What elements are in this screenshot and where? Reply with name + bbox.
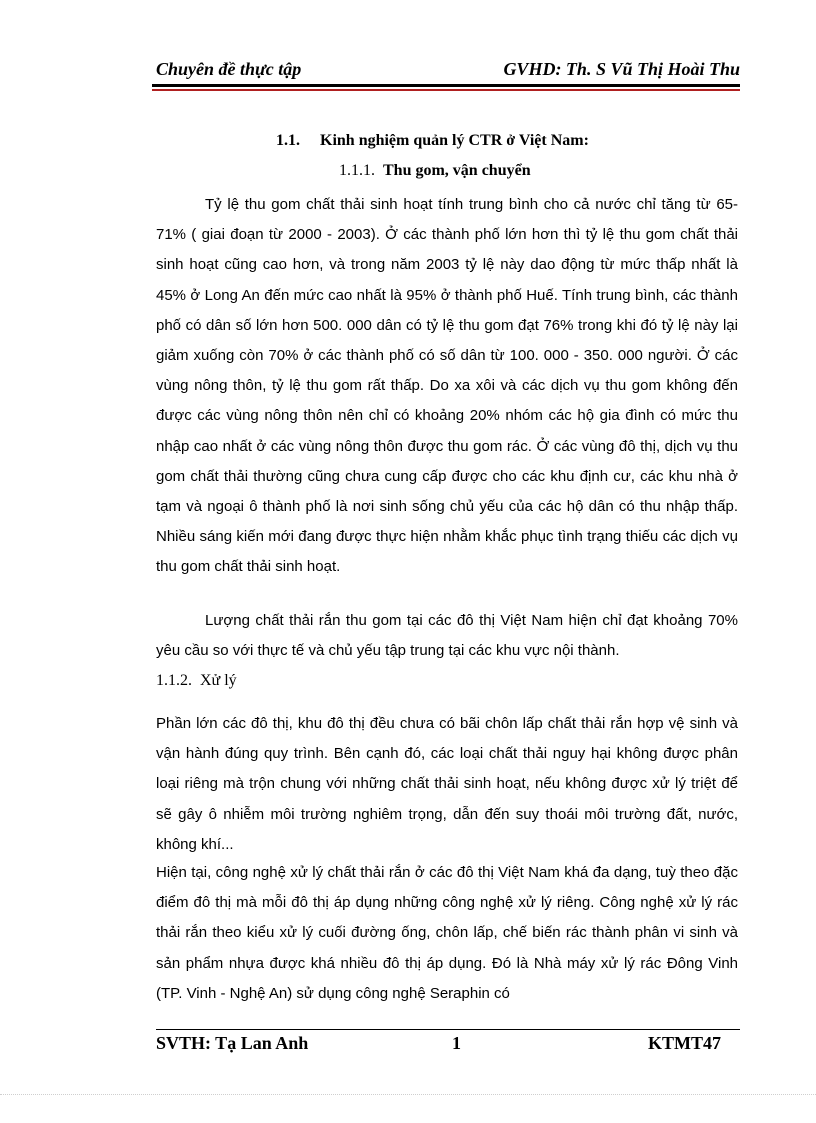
paragraph-urban-volume: Lượng chất thải rắn thu gom tại các đô thị Việt Nam hiện chỉ đạt khoảng 70% yêu cầu so với thực tế và chủ yếu tập trung tại các khu vực nội thành. <box>156 612 738 660</box>
subsection-number-2: 1.1.2. <box>156 672 192 689</box>
page-header <box>156 56 740 86</box>
header-advisor: GVHD: Th. S Vũ Thị Hoài Thu <box>503 59 740 79</box>
subsection-number-1: 1.1.1. <box>339 162 375 179</box>
header-topic: Chuyên đề thực tập <box>156 59 302 79</box>
footer-student: SVTH: Tạ Lan Anh <box>156 1033 309 1053</box>
section-number: 1.1. <box>276 132 300 149</box>
header-rule-accent <box>152 89 740 91</box>
section-heading <box>276 131 589 151</box>
subsection-heading-1 <box>339 161 531 181</box>
page-edge-line <box>0 1094 816 1095</box>
paragraph-landfill: Phần lớn các đô thị, khu đô thị đều chưa có bãi chôn lấp chất thải rắn hợp vệ sinh và vận hành đúng quy trình. Bên cạnh đó, các loại chất thải nguy hại không được phân loại riêng mà trộn chung với những chất thải sinh hoạt, nếu không được xử lý triệt để sẽ gây ô nhiễm môi trường nghiêm trọng, dẫn đến suy thoái môi trường đất, nước, không khí... <box>156 715 738 853</box>
subsection-title-1: Thu gom, vận chuyển <box>383 162 531 179</box>
paragraph-collection-rate: Tỷ lệ thu gom chất thải sinh hoạt tính trung bình cho cả nước chỉ tăng từ 65-71% ( giai đoạn từ 2000 - 2003). Ở các thành phố lớn hơn thì tỷ lệ thu gom chất thải sinh hoạt cũng cao hơn, và trong năm 2003 tỷ lệ này dao động từ mức thấp nhất là 45% ở Long An đến mức cao nhất là 95% ở thành phố Huế. Tính trung bình, các thành phố có dân số lớn hơn 500. 000 dân có tỷ lệ thu gom đạt 76% trong khi đó tỷ lệ này lại giảm xuống còn 70% ở các thành phố có số dân từ 100. 000 - 350. 000 người. Ở các vùng nông thôn, tỷ lệ thu gom rất thấp. Do xa xôi và các dịch vụ thu gom không đến được các vùng nông thôn nên chỉ có khoảng 20% nhóm các hộ gia đình có mức thu nhập cao nhất ở các vùng nông thôn được thu gom rác. Ở các vùng đô thị, dịch vụ thu gom chất thải thường cũng chưa cung cấp được cho các khu định cư, các khu nhà ở tạm và ngoại ô thành phố là nơi sinh sống chủ yếu của các hộ dân có thu nhập thấp. Nhiều sáng kiến mới đang được thực hiện nhằm khắc phục tình trạng thiếu các dịch vụ thu gom chất thải sinh hoạt. <box>156 196 738 576</box>
header-rule <box>152 84 740 87</box>
subsection-heading-2 <box>156 671 237 691</box>
footer-rule <box>156 1029 740 1030</box>
paragraph-treatment-tech: Hiện tại, công nghệ xử lý chất thải rắn ở các đô thị Việt Nam khá đa dạng, tuỳ theo đặc điểm đô thị mà mỗi đô thị áp dụng những công nghệ xử lý riêng. Công nghệ xử lý rác thải rắn theo kiểu xử lý cuối đường ống, chôn lấp, chế biến rác thành phân vi sinh và sản phẩm nhựa được khá nhiều đô thị áp dụng. Đó là Nhà máy xử lý rác Đông Vinh (TP. Vinh - Nghệ An) sử dụng công nghệ Seraphin có <box>156 864 738 1002</box>
page-number: 1 <box>452 1033 461 1053</box>
footer-class: KTMT47 <box>648 1033 722 1053</box>
section-title: Kinh nghiệm quản lý CTR ở Việt Nam: <box>320 132 589 149</box>
subsection-title-2: Xử lý <box>200 672 237 689</box>
